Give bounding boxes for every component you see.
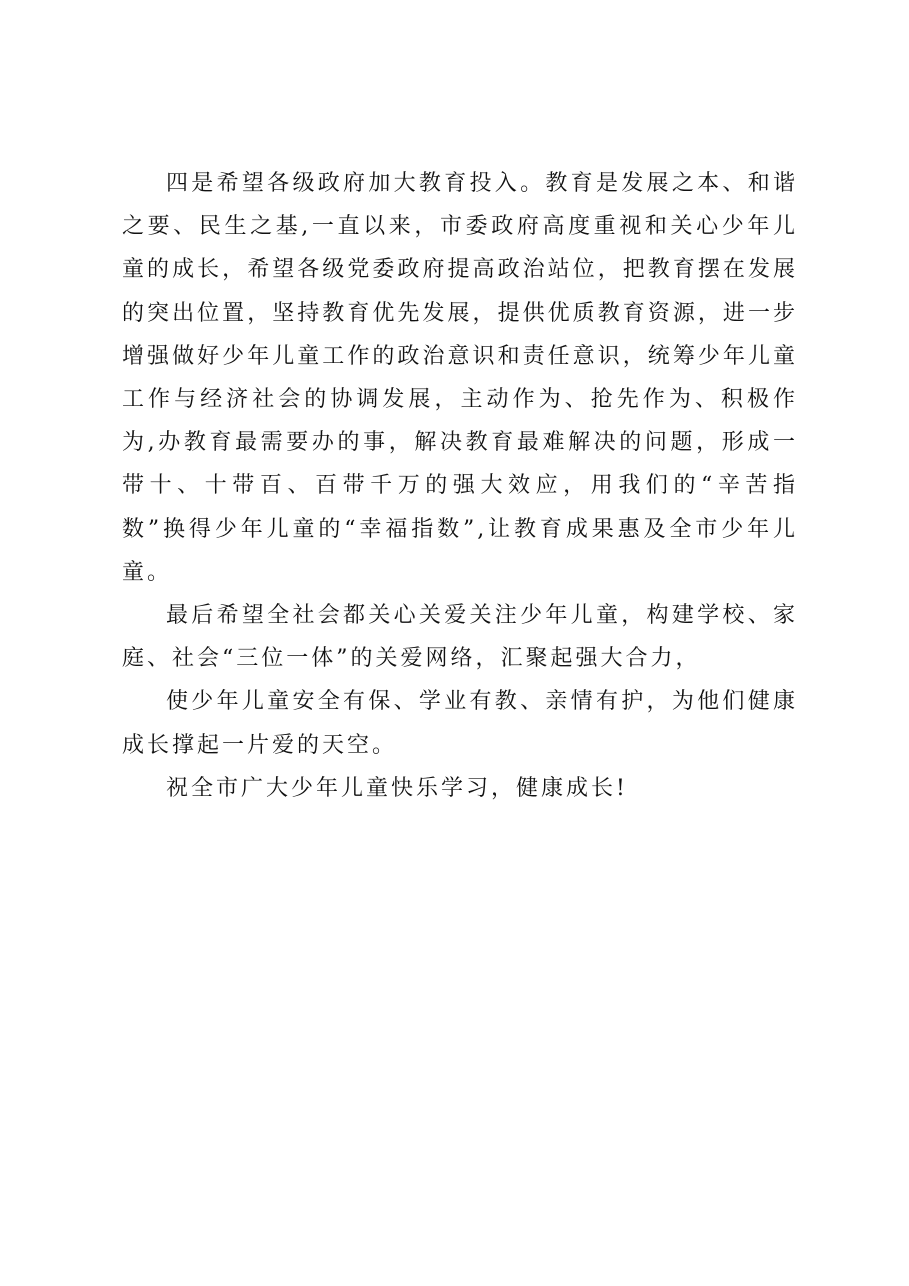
paragraph-society-care: 最后希望全社会都关心关爱关注少年儿童，构建学校、家庭、社会“三位一体”的关爱网络，汇聚起强大合力， bbox=[122, 603, 798, 672]
paragraph-closing-wish: 祝全市广大少年儿童快乐学习，健康成长! bbox=[166, 775, 628, 801]
paragraph-safety-growth: 使少年儿童安全有保、学业有教、亲情有护，为他们健康成长撑起一片爱的天空。 bbox=[122, 689, 798, 758]
paragraph-education-investment: 四是希望各级政府加大教育投入。教育是发展之本、和谐之要、民生之基,一直以来，市委政府高度重视和关心少年儿童的成长，希望各级党委政府提高政治站位，把教育摆在发展的突出位置，坚持教育优先发展，提供优质教育资源，进一步增强做好少年儿童工作的政治意识和责任意识，统筹少年儿童工作与经济社会的协调发展，主动作为、抢先作为、积极作为,办教育最需要办的事，解决教育最难解决的问题，形成一带十、十带百、百带千万的强大效应，用我们的“辛苦指数”换得少年儿童的“幸福指数”,让教育成果惠及全市少年儿童。 bbox=[122, 171, 798, 585]
document-body bbox=[122, 162, 798, 810]
